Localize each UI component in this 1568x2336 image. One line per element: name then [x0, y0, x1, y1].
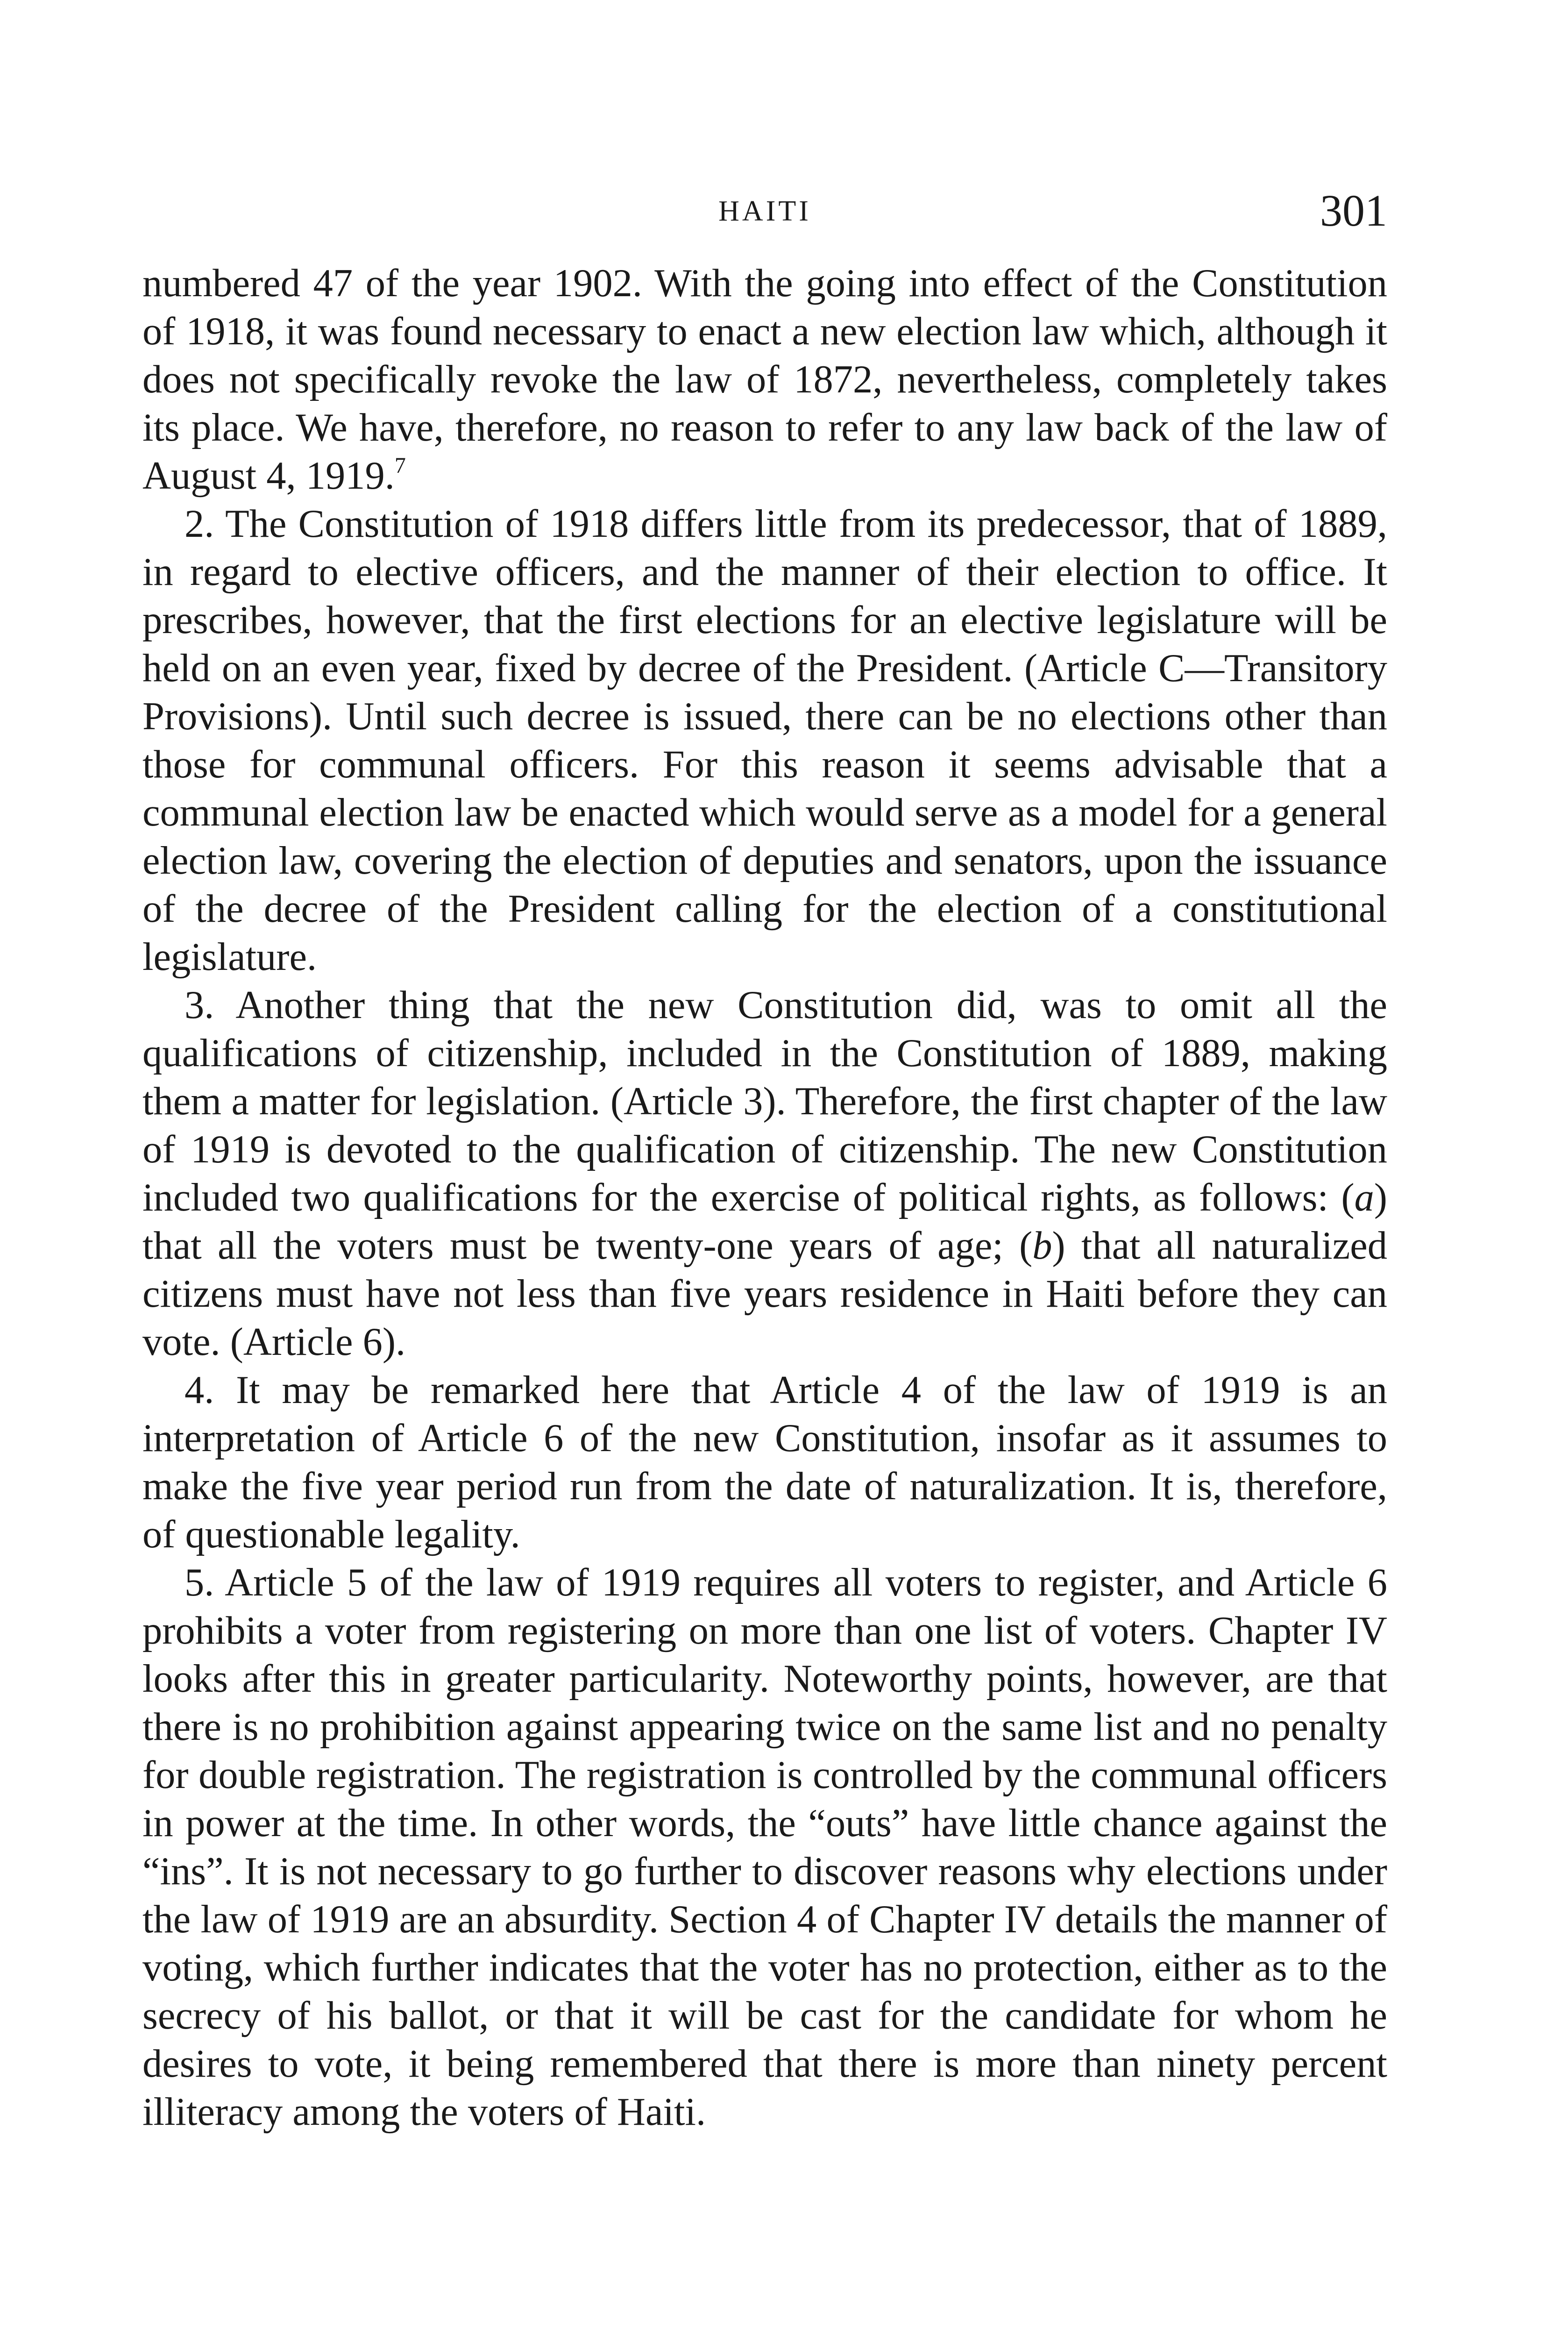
body-text: [142, 259, 1387, 2136]
paragraph-continued: [142, 259, 1387, 500]
paragraph-text: numbered 47 of the year 1902. With the going into effect of the Constitution of 1918, it was found necessary to enact a new election law which, although it does not specifically revoke the law of 1872, nevertheless, completely takes its place. We have, therefore, no reason to refer to any law back of the law of August 4, 1919.: [142, 262, 1387, 498]
item-letter-a: a: [1354, 1176, 1374, 1219]
item-letter-b: b: [1032, 1224, 1052, 1268]
paragraph-text: ) that all naturalized citizens must have not less than five years residence in Haiti before they can vote. (Article 6).: [142, 1224, 1387, 1364]
paragraph-4: 4. It may be remarked here that Article 4 of the law of 1919 is an interpretation of Article 6 of the new Constitution, insofar as it assumes to make the five year period run from the date of naturalization. It is, therefore, of questionable legality.: [142, 1368, 1387, 1556]
paragraph-3: [142, 981, 1387, 1366]
paragraph-5: 5. Article 5 of the law of 1919 requires all voters to register, and Article 6 prohibits a voter from registering on more than one list of voters. Chapter IV looks after this in greater particularity. Noteworthy points, however, are that there is no prohibition against appearing twice on the same list and no penalty for double registration. The registration is controlled by the communal officers in power at the time. In other words, the “outs” have little chance against the “ins”. It is not necessary to go further to discover reasons why elections under the law of 1919 are an absurdity. Section 4 of Chapter IV details the manner of voting, which further indicates that the voter has no protection, either as to the secrecy of his ballot, or that it will be cast for the candidate for whom he desires to vote, it being remembered that there is more than ninety percent illiteracy among the voters of Haiti.: [142, 1561, 1387, 2134]
page-number: 301: [1320, 185, 1387, 235]
running-head: [142, 185, 1387, 236]
paragraph-text: 3. Another thing that the new Constitution did, was to omit all the qualifications of citizenship, included in the Constitution of 1889, making them a matter for legislation. (Article 3). Therefore, the first chapter of the law of 1919 is devoted to the qualification of citizenship. The new Constitution included two qualifications for the exercise of political rights, as follows: (: [142, 983, 1387, 1219]
footnote-reference: 7: [394, 453, 406, 478]
running-title: HAITI: [718, 195, 811, 227]
paragraph-text: ) that all the voters must be twenty-one years of age; (: [142, 1176, 1387, 1268]
paragraph-2: 2. The Constitution of 1918 differs little from its predecessor, that of 1889, in regard to elective officers, and the manner of their election to office. It prescribes, however, that the first elections for an elective legislature will be held on an even year, fixed by decree of the President. (Article C—Transitory Provisions). Until such decree is issued, there can be no elections other than those for communal officers. For this reason it seems advisable that a communal election law be enacted which would serve as a model for a general election law, covering the election of deputies and senators, upon the issuance of the decree of the President calling for the election of a constitutional legislature.: [142, 502, 1387, 979]
